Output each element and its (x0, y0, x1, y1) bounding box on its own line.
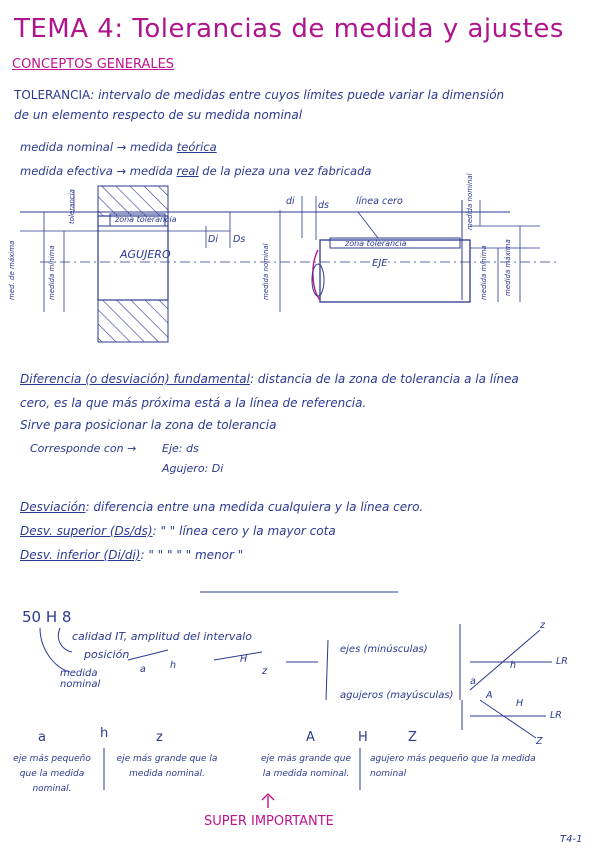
bottom-A: A (306, 730, 315, 745)
bottom-H: H (358, 730, 368, 745)
Di-label: Di (208, 234, 218, 245)
notation-H: H (240, 654, 248, 665)
bottom-Z: Z (408, 730, 417, 745)
lr-label-bottom: LR (550, 710, 562, 721)
medida-nominal-label: medida nominal (20, 140, 114, 154)
medida-maxima-vertical-2: medida máxima (504, 239, 512, 296)
desv-superior-term: Desv. superior (Ds/ds) (20, 524, 153, 538)
medida-minima-vertical: medida mínima (48, 245, 56, 300)
medida-maxima-vertical: med. de máxima (8, 240, 16, 300)
bottom-z: z (156, 730, 163, 745)
desv-inferior-rest: : " " " " " menor " (140, 548, 244, 562)
agujero-label: AGUJERO (120, 248, 171, 261)
medida-nominal-arrow: → medida (116, 140, 174, 154)
medida-minima-vertical-2: medida mínima (480, 245, 488, 300)
eje-label: EJE (372, 258, 388, 269)
notation-H-right: H (516, 698, 524, 709)
page-number: T4-1 (560, 834, 583, 845)
diferencia-line-2: cero, es la que más próxima está a la línea de referencia. (20, 396, 367, 410)
corresponde-agujero: Agujero: Di (162, 462, 224, 475)
zona-tolerancia-label: zona tolerancia (115, 215, 177, 224)
medida-efectiva-label: medida efectiva (20, 164, 113, 178)
bottom-h: h (100, 726, 109, 741)
notation-z-top: z (540, 620, 545, 631)
desv-superior-line (20, 524, 336, 538)
desv-inferior-term: Desv. inferior (Di/di) (20, 548, 141, 562)
definition-term: TOLERANCIA (14, 88, 91, 102)
desv-inferior-line (20, 548, 243, 562)
diferencia-line-3: Sirve para posicionar la zona de tolerancia (20, 418, 277, 432)
bottom-a: a (38, 730, 46, 745)
notation-code: 50 H 8 (22, 608, 72, 626)
lr-label-top: LR (556, 656, 568, 667)
notation-A-right: A (486, 690, 493, 701)
bottom-Z-desc: agujero más pequeño que la medida nominal (370, 754, 536, 779)
bottom-A-desc: eje más grande que la medida nominal. (261, 754, 351, 779)
medida-nominal-value: teórica (176, 140, 217, 154)
diferencia-rest: : distancia de la zona de tolerancia a la línea (249, 372, 519, 386)
shaft-outline (320, 240, 470, 302)
definition-line-2: de un elemento respecto de su medida nominal (14, 108, 303, 122)
desv-superior-rest: : " " línea cero y la mayor cota (152, 524, 336, 538)
corresponde-label: Corresponde con → (30, 442, 137, 455)
medida-efectiva-arrow: → medida (116, 164, 173, 178)
notation-a: a (140, 664, 146, 675)
corresponde-eje: Eje: ds (162, 442, 199, 455)
definition-text: : intervalo de medidas entre cuyos límites puede variar la dimensión (90, 88, 505, 102)
super-importante-label: SUPER IMPORTANTE (204, 814, 334, 829)
ds-label: ds (318, 200, 329, 211)
ejes-label: ejes (minúsculas) (340, 644, 428, 655)
medida-nominal-vertical: medida nominal (262, 243, 270, 300)
notation-Z-right: Z (536, 736, 543, 747)
hatch-bottom (98, 300, 168, 342)
bottom-z-desc: eje más grande que la medida nominal. (116, 754, 218, 779)
linea-cero-label: línea cero (356, 196, 403, 207)
section-heading: CONCEPTOS GENERALES (12, 57, 175, 72)
desviacion-line (20, 500, 423, 514)
tolerancia-vertical: tolerancia (68, 189, 76, 224)
zona-tolerancia-eje-label: zona tolerancia (345, 239, 407, 248)
notation-h: h (170, 660, 177, 671)
di-label: di (286, 196, 295, 207)
agujeros-label: agujeros (mayúsculas) (340, 690, 454, 701)
medida-efectiva-rest: de la pieza una vez fabricada (202, 164, 372, 178)
desviacion-rest: : diferencia entre una medida cualquiera y la línea cero. (85, 500, 424, 514)
calidad-label: calidad IT, amplitud del intervalo (72, 630, 253, 643)
notation-h-right: h (510, 660, 517, 671)
medida-efectiva-value: real (176, 164, 199, 178)
notation-z: z (262, 666, 267, 677)
diferencia-term: Diferencia (o desviación) fundamental (20, 372, 250, 386)
bottom-a-desc: eje más pequeño que la medida nominal. (13, 754, 91, 794)
notation-a-right: a (470, 676, 476, 687)
medida-nominal-vertical-2: medida nominal (466, 173, 474, 230)
posicion-label: posición (84, 648, 130, 661)
Ds-label: Ds (233, 234, 246, 245)
page-title: TEMA 4: Tolerancias de medida y ajustes (14, 14, 564, 44)
diferencia-line-1 (20, 372, 519, 386)
desviacion-term: Desviación (20, 500, 86, 514)
medida-nominal-note: medida nominal (60, 668, 101, 690)
